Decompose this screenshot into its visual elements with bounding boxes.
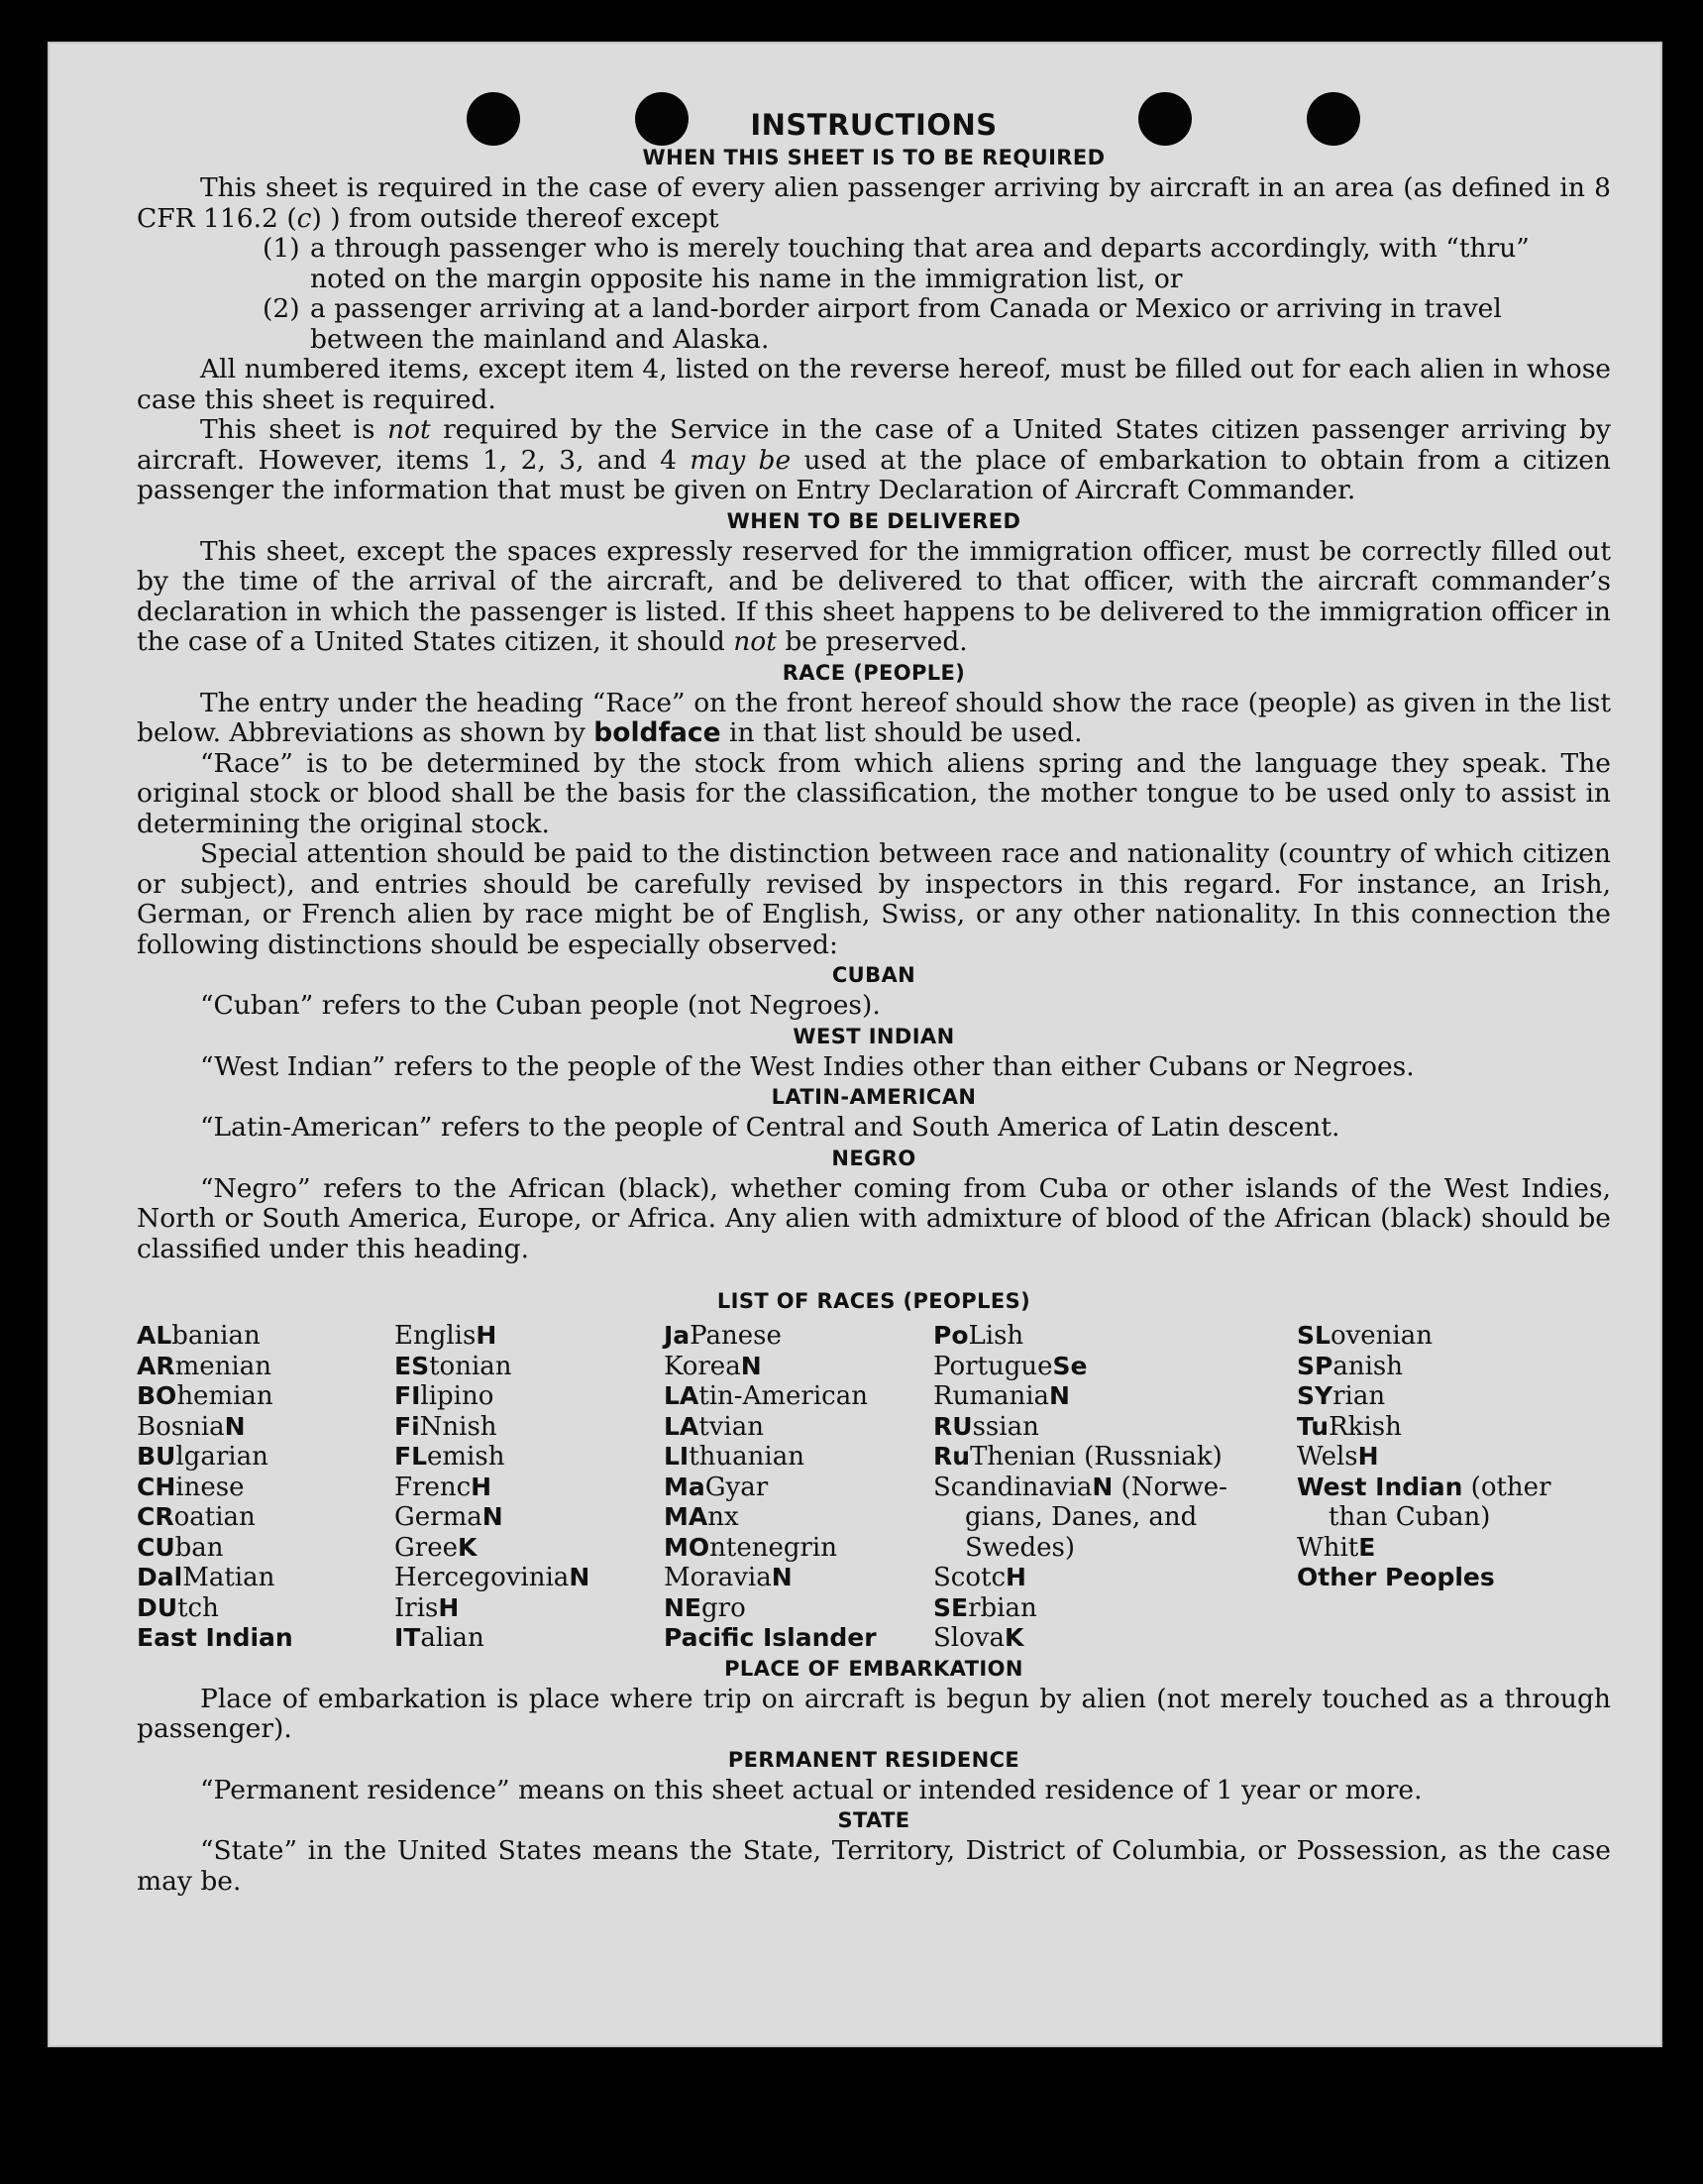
race-entry: MAnx [664,1502,739,1532]
race-list [137,1321,1611,1654]
race-entry: PortugueSe [933,1351,1088,1381]
page-title: INSTRUCTIONS [750,108,998,142]
race-entry: SYrian [1297,1381,1386,1411]
paragraph: “State” in the United States means the State, Territory, District of Columbia, or Possession, as the case may be. [137,1835,1611,1897]
race-entry: SLovenian [1297,1321,1433,1351]
section-heading: NEGRO [831,1146,916,1170]
race-entry: SErbian [933,1592,1037,1623]
race-entry: ScotcH [933,1563,1026,1592]
document-sheet [48,42,1662,2047]
race-entry: WhitE [1297,1532,1376,1563]
paragraph: Place of embarkation is place where trip on aircraft is begun by alien (not merely touched as a through passenger). [137,1683,1611,1744]
section-heading: RACE (PEOPLE) [782,660,966,685]
paragraph: The entry under the heading “Race” on the front hereof should show the race (people) as given in the list below. Abbreviations as shown by boldface in that list should be used. [137,687,1611,748]
race-entry: MOntenegrin [664,1532,837,1563]
race-entry: CHinese [137,1472,245,1502]
race-entry: FiNnish [394,1411,497,1442]
race-entry: HercegoviniaN [394,1563,590,1592]
race-entry: SlovaK [933,1623,1024,1653]
race-entry: LAtin-American [664,1381,868,1411]
race-entry: GermaN [394,1502,503,1532]
section-heading: LIST OF RACES (PEOPLES) [716,1289,1031,1313]
race-entry: SPanish [1297,1351,1403,1381]
paragraph: This sheet is not required by the Service in the case of a United States citizen passenger arriving by aircraft. However, items 1, 2, 3, and 4 may be used at the place of embarkation to obtain from a citizen passenger the information that must be given on Entry Declaration of Aircraft Commander. [137,414,1611,505]
paragraph: This sheet, except the spaces expressly reserved for the immigration officer, must be correctly filled out by the time of the arrival of the aircraft, and be delivered to that officer, with the aircraft commander’s declaration in which the passenger is listed. If this sheet happens to be delivered to the immigration officer in the case of a United States citizen, it should not be preserved. [137,535,1611,657]
race-entry: DalMatian [137,1563,275,1592]
race-entry: TuRkish [1297,1411,1402,1442]
race-entry: BUlgarian [137,1442,268,1472]
race-entry: ITalian [394,1623,484,1653]
race-column [137,1321,394,1654]
race-entry: JaPanese [664,1321,782,1351]
section-heading: WEST INDIAN [793,1024,955,1048]
race-entry: gians, Danes, and [965,1502,1198,1532]
paragraph: “Latin-American” refers to the people of Central and South America of Latin descent. [200,1112,1340,1143]
paragraph: All numbered items, except item 4, listed on the reverse hereof, must be filled out for each alien in whose case this sheet is required. [137,354,1611,415]
paragraph: “Negro” refers to the African (black), whether coming from Cuba or other islands of the West Indies, North or South America, Europe, or Africa. Any alien with admixture of blood of the African (black) should be classified under this heading. [137,1172,1611,1264]
race-entry: BosniaN [137,1411,246,1442]
race-entry: EStonian [394,1351,512,1381]
race-entry: BOhemian [137,1381,273,1411]
race-entry: MaGyar [664,1472,769,1502]
race-entry: IrisH [394,1592,460,1623]
paragraph: “Permanent residence” means on this sheet actual or intended residence of 1 year or more. [200,1774,1423,1805]
section-heading: CUBAN [831,963,916,987]
section-heading: PLACE OF EMBARKATION [724,1656,1023,1681]
race-entry: MoraviaN [664,1563,793,1592]
race-entry: EnglisH [394,1321,497,1351]
race-entry: DUtch [137,1592,219,1623]
race-column [1297,1321,1594,1654]
race-entry: GreeK [394,1532,478,1563]
paragraph: This sheet is required in the case of every alien passenger arriving by aircraft in an area (as defined in 8 CFR 116.2 (c) ) from outside thereof except [137,172,1611,234]
section-heading: STATE [837,1808,910,1832]
race-entry: WelsH [1297,1442,1379,1472]
section-heading: PERMANENT RESIDENCE [727,1747,1020,1772]
race-column [664,1321,933,1654]
race-entry: ALbanian [137,1321,261,1351]
paragraph: “West Indian” refers to the people of the West Indies other than either Cubans or Negroes. [200,1050,1415,1082]
paragraph: “Race” is to be determined by the stock from which aliens spring and the language they speak. The original stock or blood shall be the basis for the classification, the mother tongue to be used only to assist in determining the original stock. [137,747,1611,839]
instructions-content [137,107,1611,1897]
race-entry: FLemish [394,1442,505,1472]
race-entry: RumaniaN [933,1381,1070,1411]
race-entry: FIlipino [394,1381,494,1411]
race-entry: PoLish [933,1321,1024,1351]
race-column [933,1321,1297,1654]
exception-item: (1) a through passenger who is merely touching that area and departs accordingly, with “thru” noted on the margin opposite his name in the immigration list, or [263,233,1530,294]
paragraph: “Cuban” refers to the Cuban people (not Negroes). [200,990,881,1021]
race-entry: than Cuban) [1329,1502,1491,1532]
race-entry: NEgro [664,1592,746,1623]
race-entry: ScandinaviaN (Norwe- [933,1472,1227,1502]
race-entry: RUssian [933,1411,1039,1442]
race-entry: Swedes) [965,1532,1075,1563]
race-entry: Other Peoples [1297,1563,1495,1591]
race-entry: West Indian (other [1297,1472,1551,1502]
exception-item: (2) a passenger arriving at a land-border airport from Canada or Mexico or arriving in travel between the mainland and Alaska. [263,293,1502,355]
race-column [394,1321,664,1654]
race-entry: ARmenian [137,1351,271,1381]
race-entry: LIthuanian [664,1442,804,1472]
race-entry: CUban [137,1532,224,1563]
race-entry: FrencH [394,1472,492,1502]
race-entry: RuThenian (Russniak) [933,1442,1223,1472]
section-heading: LATIN-AMERICAN [771,1085,977,1109]
race-entry: East Indian [137,1623,293,1652]
section-heading: WHEN THIS SHEET IS TO BE REQUIRED [642,146,1106,169]
race-entry: Pacific Islander [664,1623,877,1652]
race-entry: LAtvian [664,1411,764,1442]
race-entry: CRoatian [137,1502,256,1532]
race-entry: KoreaN [664,1351,762,1381]
section-heading: WHEN TO BE DELIVERED [726,508,1021,533]
paragraph: Special attention should be paid to the distinction between race and nationality (country of which citizen or subject), and entries should be carefully revised by inspectors in this regard. For instance, an Irish, German, or French alien by race might be of English, Swiss, or any other nationality. In this connection the following distinctions should be especially observed: [137,838,1611,960]
